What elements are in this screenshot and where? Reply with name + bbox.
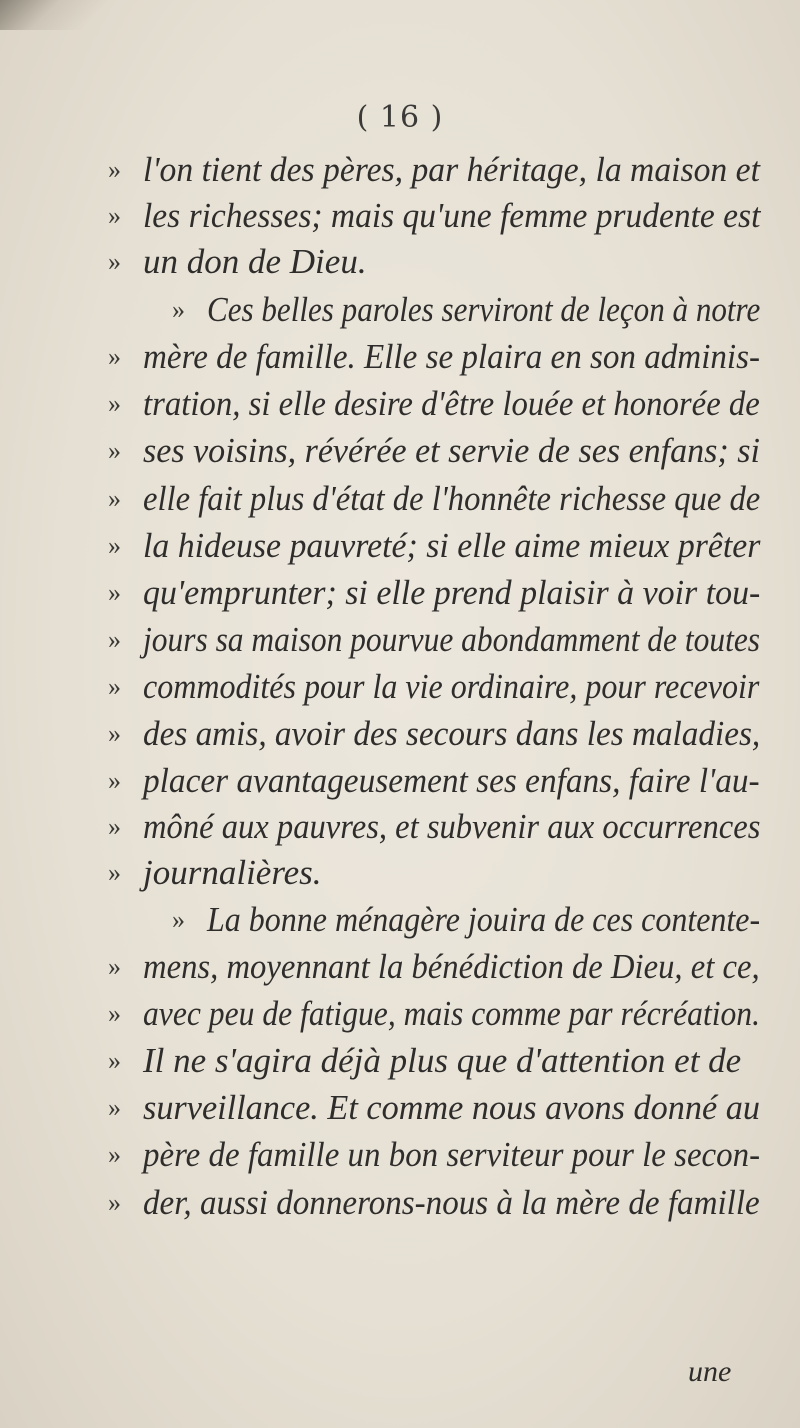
line-text: mens, moyennant la bénédiction de Dieu, et ce, bbox=[143, 947, 760, 986]
line-text: môné aux pauvres, et subvenir aux occurrences bbox=[143, 807, 761, 846]
line-text: ses voisins, révérée et servie de ses enfans; si bbox=[143, 431, 760, 470]
quote-mark: » bbox=[108, 531, 121, 560]
line-text: tration, si elle desire d'être louée et honorée de bbox=[143, 384, 760, 423]
line-text: der, aussi donnerons-nous à la mère de famille bbox=[143, 1183, 760, 1222]
quote-mark: » bbox=[172, 905, 185, 934]
line-text: père de famille un bon serviteur pour le secon- bbox=[143, 1135, 761, 1174]
quote-mark: » bbox=[108, 952, 121, 981]
quote-mark: » bbox=[108, 999, 121, 1028]
quote-mark: » bbox=[108, 436, 121, 465]
line-text: l'on tient des pères, par héritage, la maison et bbox=[143, 150, 760, 189]
quote-mark: » bbox=[108, 766, 121, 795]
line-text: jours sa maison pourvue abondamment de toutes bbox=[143, 620, 761, 659]
quote-mark: » bbox=[108, 719, 121, 748]
page-number: ( 16 ) bbox=[356, 100, 444, 135]
line-text: les richesses; mais qu'une femme prudente est bbox=[143, 196, 761, 235]
quote-mark: » bbox=[108, 858, 121, 887]
line-text: commodités pour la vie ordinaire, pour recevoir bbox=[143, 667, 760, 706]
line-text: elle fait plus d'état de l'honnête richesse que de bbox=[143, 479, 761, 518]
quote-mark: » bbox=[108, 201, 121, 230]
quote-mark: » bbox=[108, 484, 121, 513]
line-text: surveillance. Et comme nous avons donné au bbox=[143, 1088, 760, 1127]
line-text: journalières. bbox=[143, 853, 322, 892]
line-text: la hideuse pauvreté; si elle aime mieux prêter bbox=[143, 526, 761, 565]
quote-mark: » bbox=[108, 812, 121, 841]
quote-mark: » bbox=[108, 578, 121, 607]
quote-mark: » bbox=[108, 1046, 121, 1075]
quote-mark: » bbox=[108, 1140, 121, 1169]
quote-mark: » bbox=[108, 672, 121, 701]
catchword: une bbox=[688, 1355, 732, 1388]
quote-mark: » bbox=[108, 155, 121, 184]
quote-mark: » bbox=[108, 247, 121, 276]
quote-mark: » bbox=[108, 389, 121, 418]
quote-mark: » bbox=[108, 1188, 121, 1217]
line-text: Ces belles paroles serviront de leçon à notre bbox=[207, 290, 761, 329]
line-text: Il ne s'agira déjà plus que d'attention et de bbox=[143, 1041, 742, 1080]
quote-mark: » bbox=[172, 295, 185, 324]
line-text: placer avantageusement ses enfans, faire l'au- bbox=[143, 761, 760, 800]
line-text: La bonne ménagère jouira de ces contente- bbox=[207, 900, 761, 939]
page-corner-shadow bbox=[0, 0, 120, 30]
line-text: des amis, avoir des secours dans les maladies, bbox=[143, 714, 761, 753]
quote-mark: » bbox=[108, 625, 121, 654]
quote-mark: » bbox=[108, 342, 121, 371]
line-text: avec peu de fatigue, mais comme par récréation. bbox=[143, 994, 761, 1033]
line-text: mère de famille. Elle se plaira en son adminis- bbox=[143, 337, 760, 376]
line-text: qu'emprunter; si elle prend plaisir à voir tou- bbox=[143, 573, 761, 612]
quote-mark: » bbox=[108, 1093, 121, 1122]
line-text: un don de Dieu. bbox=[143, 242, 367, 281]
